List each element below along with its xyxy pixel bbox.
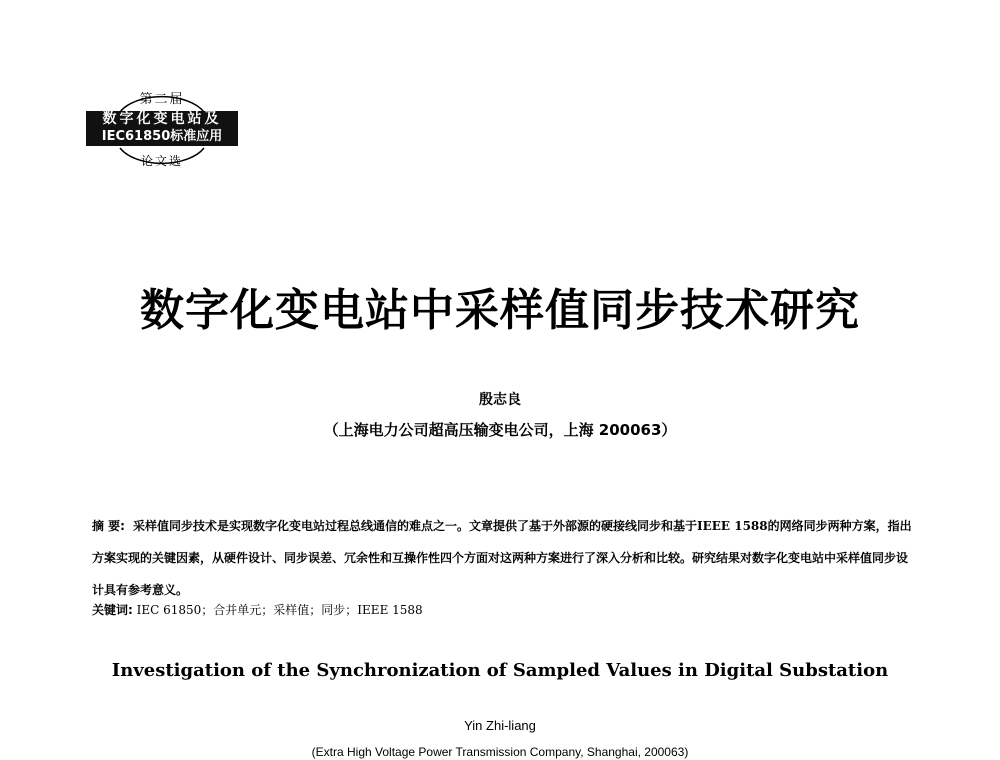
keywords <box>92 600 912 620</box>
seal-band <box>86 111 238 146</box>
author-cn: 殷志良 <box>479 392 521 408</box>
paper-title-cn: 数字化变电站中采样值同步技术研究 <box>140 285 860 336</box>
affiliation-cn: （上海电力公司超高压输变电公司，上海 200063） <box>323 421 677 439</box>
seal-line-2: IEC61850标准应用 <box>101 129 223 144</box>
paper-title-en: Investigation of the Synchronization of Sampled Values in Digital Substation <box>111 660 889 681</box>
seal-top-text: 第二届 <box>139 92 185 107</box>
abstract-text: 采样值同步技术是实现数字化变电站过程总线通信的难点之一。文章提供了基于外部源的硬接线同步和基于IEEE 1588的网络同步两种方案，指出方案实现的关键因素，从硬件设计、同步误差、冗余性和互操作性四个方面对这两种方案进行了深入分析和比较。研究结果对数字化变电站中采样值同步设计具有参考意义。 <box>92 519 912 597</box>
seal-line-1: 数字化变电站及 <box>102 111 222 127</box>
author-en: Yin Zhi-liang <box>464 718 536 733</box>
abstract <box>92 510 912 606</box>
affiliation-en: (Extra High Voltage Power Transmission Company, Shanghai, 200063) <box>311 745 689 759</box>
abstract-label: 摘 要: <box>92 519 125 533</box>
conference-seal <box>86 82 238 182</box>
seal-bottom-text: 论文选 <box>140 154 183 168</box>
keywords-text: IEC 61850；合并单元；采样值；同步；IEEE 1588 <box>136 603 423 617</box>
keywords-label: 关键词: <box>92 603 133 617</box>
